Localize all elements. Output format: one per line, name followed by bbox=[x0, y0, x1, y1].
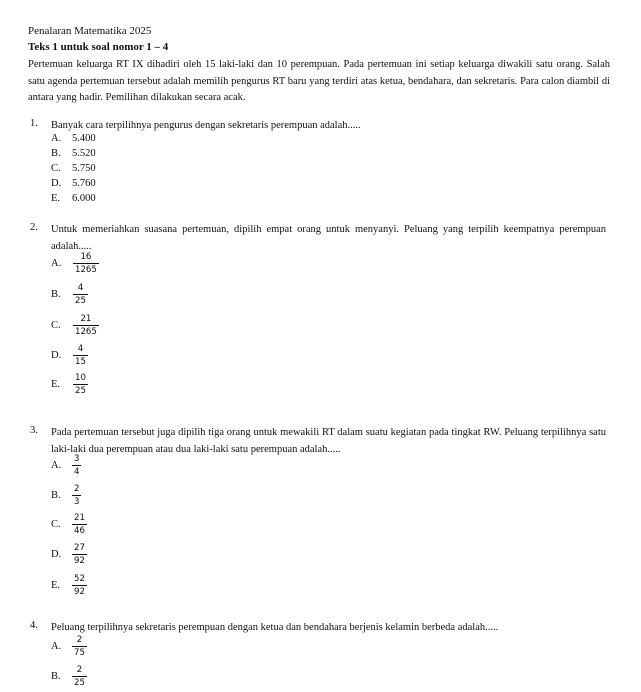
question-number: 2. bbox=[30, 222, 38, 233]
denominator: 1265 bbox=[75, 265, 97, 275]
question-text: Peluang terpilihnya sekretaris perempuan dengan ketua dan bendahara berjenis kelamin berbeda adalah..... bbox=[51, 622, 499, 633]
option-fraction bbox=[72, 573, 87, 597]
option-label: A. bbox=[51, 133, 62, 144]
option-label: C. bbox=[51, 320, 61, 331]
numerator: 2 bbox=[76, 635, 83, 645]
numerator: 52 bbox=[74, 574, 85, 584]
option-label: B. bbox=[51, 671, 61, 682]
numerator: 2 bbox=[74, 484, 80, 494]
option-fraction bbox=[73, 343, 88, 367]
numerator: 10 bbox=[75, 373, 86, 383]
option-label: A. bbox=[51, 641, 62, 652]
option-label: D. bbox=[51, 178, 62, 189]
denominator: 75 bbox=[74, 648, 85, 658]
denominator: 4 bbox=[74, 467, 80, 477]
question-number: 1. bbox=[30, 118, 38, 129]
denominator: 46 bbox=[74, 526, 85, 536]
option-label: B. bbox=[51, 289, 61, 300]
option-label: C. bbox=[51, 163, 61, 174]
option-label: E. bbox=[51, 193, 61, 204]
numerator: 2 bbox=[76, 665, 83, 675]
numerator: 21 bbox=[80, 314, 92, 324]
option-fraction bbox=[72, 483, 81, 507]
numerator: 4 bbox=[77, 344, 84, 354]
numerator: 3 bbox=[74, 454, 80, 464]
denominator: 25 bbox=[75, 386, 86, 396]
option-label: E. bbox=[51, 580, 61, 591]
denominator: 25 bbox=[75, 296, 86, 306]
option-label: A. bbox=[51, 460, 62, 471]
option-fraction bbox=[73, 251, 99, 275]
option-label: B. bbox=[51, 490, 61, 501]
option-value: 6.000 bbox=[72, 193, 96, 204]
numerator: 21 bbox=[74, 513, 85, 523]
denominator: 92 bbox=[74, 587, 85, 597]
option-fraction bbox=[72, 634, 87, 658]
numerator: 27 bbox=[74, 543, 85, 553]
denominator: 25 bbox=[74, 678, 85, 688]
option-value: 5.750 bbox=[72, 163, 96, 174]
option-fraction bbox=[72, 453, 81, 477]
question-number: 3. bbox=[30, 425, 38, 436]
option-fraction bbox=[73, 282, 88, 306]
option-label: B. bbox=[51, 148, 61, 159]
denominator: 3 bbox=[74, 497, 80, 507]
option-fraction bbox=[72, 512, 87, 536]
option-fraction bbox=[73, 372, 88, 396]
denominator: 1265 bbox=[75, 327, 97, 337]
option-label: C. bbox=[51, 519, 61, 530]
question-number: 4. bbox=[30, 620, 38, 631]
denominator: 15 bbox=[75, 357, 86, 367]
option-fraction bbox=[72, 664, 87, 688]
section-heading: Teks 1 untuk soal nomor 1 – 4 bbox=[28, 41, 169, 53]
option-value: 5.520 bbox=[72, 148, 96, 159]
option-fraction bbox=[73, 313, 99, 337]
option-label: A. bbox=[51, 258, 62, 269]
option-value: 5.400 bbox=[72, 133, 96, 144]
option-label: D. bbox=[51, 549, 62, 560]
denominator: 92 bbox=[74, 556, 85, 566]
numerator: 4 bbox=[77, 283, 84, 293]
option-label: E. bbox=[51, 379, 61, 390]
question-text: Untuk memeriahkan suasana pertemuan, dipilih empat orang untuk menyanyi. Peluang yang terpilih keempatnya perempuan adalah..... bbox=[51, 224, 606, 252]
passage-text: Pertemuan keluarga RT IX dihadiri oleh 15 laki-laki dan 10 perempuan. Pada pertemuan ini setiap keluarga diwakili satu orang. Salah satu agenda pertemuan tersebut adalah memilih pengurus RT baru yang terdiri atas ketua, bendahara, dan sekretaris. Para calon diambil di antara yang hadir. Pemilihan dilakukan secara acak. bbox=[28, 59, 610, 103]
question-text: Pada pertemuan tersebut juga dipilih tiga orang untuk mewakili RT dalam suatu kegiatan pada tingkat RW. Peluang terpilihnya satu laki-laki dua perempuan atau dua laki-laki satu perempuan adalah..... bbox=[51, 427, 606, 455]
option-fraction bbox=[72, 542, 87, 566]
question-text: Banyak cara terpilihnya pengurus dengan sekretaris perempuan adalah..... bbox=[51, 120, 361, 131]
document-title: Penalaran Matematika 2025 bbox=[28, 25, 152, 37]
option-label: D. bbox=[51, 350, 62, 361]
option-value: 5.760 bbox=[72, 178, 96, 189]
numerator: 16 bbox=[80, 252, 92, 262]
